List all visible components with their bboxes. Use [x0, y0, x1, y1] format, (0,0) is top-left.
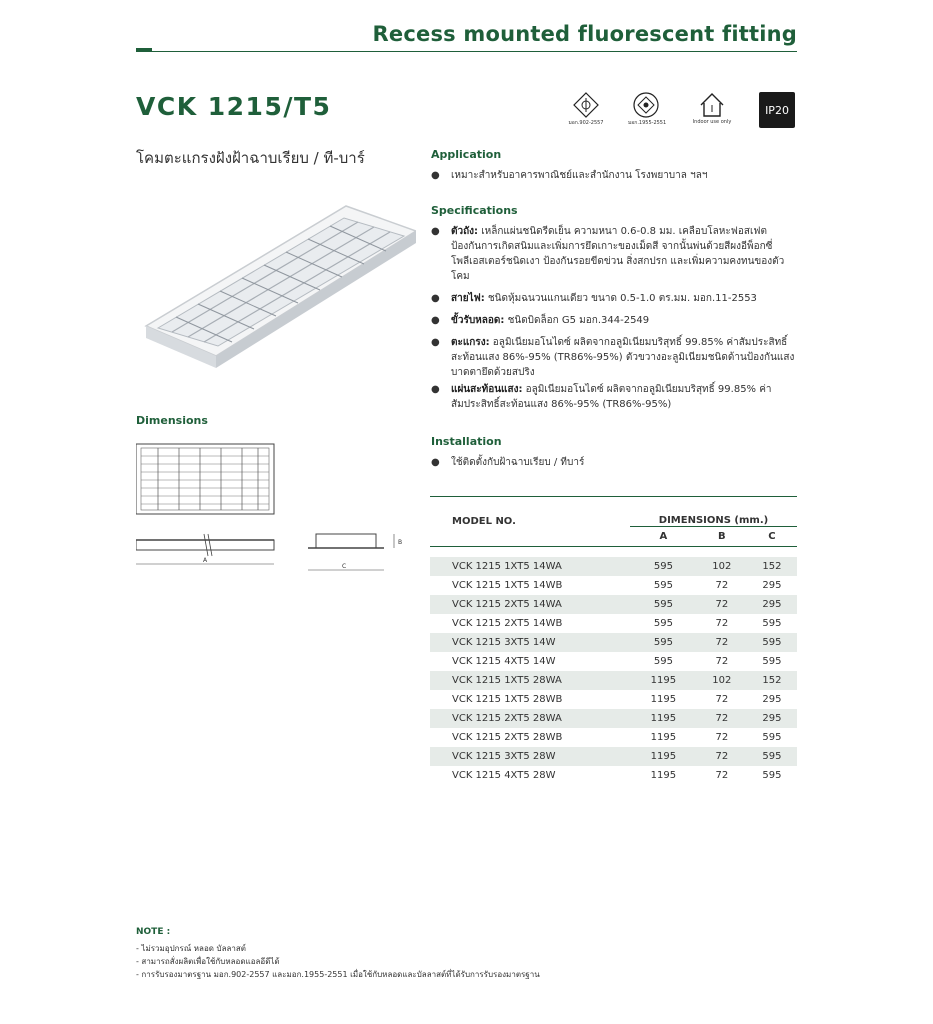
- dim-a-cell: 595: [653, 617, 673, 629]
- luminaire-photo-icon: [136, 196, 416, 396]
- model-cell: VCK 1215 2XT5 14WB: [452, 617, 563, 629]
- table-row: [430, 709, 797, 728]
- dimension-drawing: [136, 440, 416, 575]
- certification-row: [568, 92, 798, 132]
- spec-text: ชนิดหุ้มฉนวนแกนเดียว ขนาด 0.5-1.0 ตร.มม. มอก.11-2553: [484, 293, 757, 304]
- dim-b-cell: 72: [715, 617, 729, 629]
- dim-c-cell: 152: [747, 671, 797, 690]
- dim-c-cell: 295: [747, 595, 797, 614]
- dim-c-cell: 595: [762, 769, 782, 781]
- spec-text: ชนิดบิดล็อก G5 มอก.344-2549: [504, 315, 650, 326]
- dim-c-cell: 595: [762, 731, 782, 743]
- tisi-standard-badge: [568, 92, 604, 127]
- bullet-icon: ●: [431, 226, 440, 237]
- dim-c-cell: 595: [747, 633, 797, 652]
- spec-label: ตะแกรง:: [451, 337, 490, 348]
- model-cell: VCK 1215 3XT5 14W: [430, 633, 630, 652]
- table-row: [430, 652, 797, 671]
- table-row: [430, 595, 797, 614]
- dim-a-cell: 595: [630, 557, 697, 576]
- bullet-icon: ●: [431, 170, 440, 181]
- table-row: [430, 766, 797, 785]
- model-cell: VCK 1215 1XT5 14WB: [452, 579, 563, 591]
- product-model-title: VCK 1215/T5: [136, 92, 332, 121]
- installation-text: ใช้ติดตั้งกับฝ้าฉาบเรียบ / ทีบาร์: [451, 457, 585, 468]
- spec-label: แผ่นสะท้อนแสง:: [451, 384, 523, 395]
- drawing-label-b: B: [398, 539, 403, 546]
- spec-item-louver: [431, 335, 797, 380]
- dim-c-cell: 595: [762, 617, 782, 629]
- model-cell: VCK 1215 4XT5 14W: [452, 655, 556, 667]
- model-cell: VCK 1215 2XT5 28WB: [452, 731, 563, 743]
- application-text: เหมาะสำหรับอาคารพาณิชย์และสำนักงาน โรงพยาบาล ฯลฯ: [451, 170, 708, 181]
- table-row: [430, 557, 797, 576]
- spec-text: อลูมิเนียมอโนไดซ์ ผลิตจากอลูมิเนียมบริสุทธิ์ 99.85% ค่าสัมประสิทธิ์สะท้อนแสง 86%-95% (TR86%-95%) ตัวขวางอะลูมิเนียมชนิดด้านป้องกันแสงบาดตายึดด้วยสปริง: [451, 337, 795, 378]
- table-row: [430, 614, 797, 633]
- model-cell: VCK 1215 2XT5 14WA: [430, 595, 630, 614]
- dim-a-cell: 595: [653, 579, 673, 591]
- dim-b-cell: 72: [715, 579, 729, 591]
- spec-text: เหล็กแผ่นชนิดรีดเย็น ความหนา 0.6-0.8 มม. เคลือบโลหะฟอสเฟต ป้องกันการเกิดสนิมและเพิ่มการยึดเกาะของเม็ดสี จากนั้นพ่นด้วยสีผงอีพ็อกซี่ โพลีเอสเตอร์ชนิดเงา ป้องกันรอยขีดข่วน สิ่งสกปรก และเพิ่มความคงทนของตัวโคม: [451, 226, 785, 282]
- spec-item-body: [431, 224, 797, 284]
- table-row: [430, 633, 797, 652]
- note-line: - สามารถสั่งผลิตเพื่อใช้กับหลอดแอลอีดีได้: [136, 957, 280, 966]
- table-row: [430, 747, 797, 766]
- dim-a-cell: 595: [630, 595, 697, 614]
- specifications-heading: Specifications: [431, 204, 518, 217]
- bullet-icon: ●: [431, 457, 440, 468]
- spec-item-wire: [431, 291, 797, 306]
- indoor-use-badge: [690, 92, 734, 125]
- dimensions-heading: Dimensions: [136, 414, 208, 427]
- installation-heading: Installation: [431, 435, 502, 448]
- spec-label: ขั้วรับหลอด:: [451, 315, 505, 326]
- dimension-drawing-icon: [136, 440, 416, 575]
- dim-c-cell: 595: [762, 655, 782, 667]
- dim-a-cell: 1195: [630, 709, 697, 728]
- col-header-a: A: [630, 527, 697, 547]
- spec-label: ตัวถัง:: [451, 226, 479, 237]
- dim-b-cell: 72: [715, 655, 729, 667]
- bullet-icon: ●: [431, 337, 440, 348]
- table-row: [430, 671, 797, 690]
- model-cell: VCK 1215 3XT5 28W: [430, 747, 630, 766]
- model-cell: VCK 1215 1XT5 14WA: [430, 557, 630, 576]
- dim-b-cell: 72: [715, 769, 729, 781]
- dim-a-cell: 1195: [630, 747, 697, 766]
- product-photo: [136, 196, 416, 396]
- cert-caption: Indoor use only: [692, 119, 732, 125]
- dim-c-cell: 595: [747, 747, 797, 766]
- model-cell: VCK 1215 2XT5 28WA: [430, 709, 630, 728]
- dim-a-cell: 595: [630, 633, 697, 652]
- dim-c-cell: 295: [747, 709, 797, 728]
- dim-b-cell: 102: [697, 671, 747, 690]
- dim-a-cell: 1195: [650, 731, 677, 743]
- table-row: [430, 728, 797, 747]
- dim-a-cell: 1195: [630, 671, 697, 690]
- dimensions-table: [430, 496, 797, 785]
- installation-item: [431, 455, 797, 470]
- spec-item-reflector: [431, 382, 797, 412]
- dim-c-cell: 295: [762, 579, 782, 591]
- cert-caption: มอก.902-2557: [568, 120, 604, 126]
- dim-b-cell: 72: [697, 747, 747, 766]
- bullet-icon: ●: [431, 293, 440, 304]
- ip-rating-badge: IP20: [759, 92, 795, 128]
- tisi-certification-icon: [633, 92, 659, 118]
- cert-caption: มอก.1955-2551: [628, 120, 667, 126]
- application-heading: Application: [431, 148, 502, 161]
- spec-label: สายไฟ:: [451, 293, 485, 304]
- dim-b-cell: 72: [715, 693, 729, 705]
- dim-c-cell: 152: [747, 557, 797, 576]
- col-header-b: B: [697, 527, 747, 547]
- dim-c-cell: 295: [762, 693, 782, 705]
- dim-a-cell: 1195: [650, 769, 677, 781]
- indoor-house-icon: [698, 92, 726, 118]
- spec-item-lampholder: [431, 313, 797, 328]
- model-cell: VCK 1215 4XT5 28W: [452, 769, 556, 781]
- model-cell: VCK 1215 1XT5 28WA: [430, 671, 630, 690]
- dim-b-cell: 72: [697, 595, 747, 614]
- dim-a-cell: 595: [653, 655, 673, 667]
- model-column-header: MODEL NO.: [430, 497, 630, 547]
- note-heading: NOTE :: [136, 927, 171, 937]
- tisi-certification-badge: [628, 92, 667, 127]
- col-header-c: C: [747, 527, 797, 547]
- table-row: [430, 690, 797, 709]
- dim-b-cell: 72: [715, 731, 729, 743]
- bullet-icon: ●: [431, 315, 440, 326]
- tisi-standard-icon: [573, 92, 599, 118]
- application-item: [431, 168, 797, 183]
- drawing-label-c: C: [342, 563, 347, 570]
- product-subtitle: โคมตะแกรงฝังฝ้าฉาบเรียบ / ที-บาร์: [136, 149, 365, 167]
- dim-a-cell: 1195: [650, 693, 677, 705]
- table-spacer: [430, 547, 797, 557]
- dim-b-cell: 72: [697, 709, 747, 728]
- page-header-title: Recess mounted fluorescent fitting: [372, 22, 797, 46]
- dim-b-cell: 102: [697, 557, 747, 576]
- table-row: [430, 576, 797, 595]
- note-line: - ไม่รวมอุปกรณ์ หลอด บัลลาสต์: [136, 944, 246, 953]
- note-line: - การรับรองมาตรฐาน มอก.902-2557 และมอก.1955-2551 เมื่อใช้กับหลอดและบัลลาสต์ที่ได้รับการรับรองมาตรฐาน: [136, 970, 540, 979]
- spec-text: อลูมิเนียมอโนไดซ์ ผลิตจากอลูมิเนียมบริสุทธิ์ 99.85% ค่าสัมประสิทธิ์สะท้อนแสง 86%-95% (TR86%-95%): [451, 384, 772, 410]
- dimensions-column-header: DIMENSIONS (mm.): [630, 497, 797, 527]
- dim-b-cell: 72: [697, 633, 747, 652]
- header-rule: [136, 51, 797, 52]
- bullet-icon: ●: [431, 384, 440, 395]
- drawing-label-a: A: [203, 557, 208, 564]
- model-cell: VCK 1215 1XT5 28WB: [452, 693, 563, 705]
